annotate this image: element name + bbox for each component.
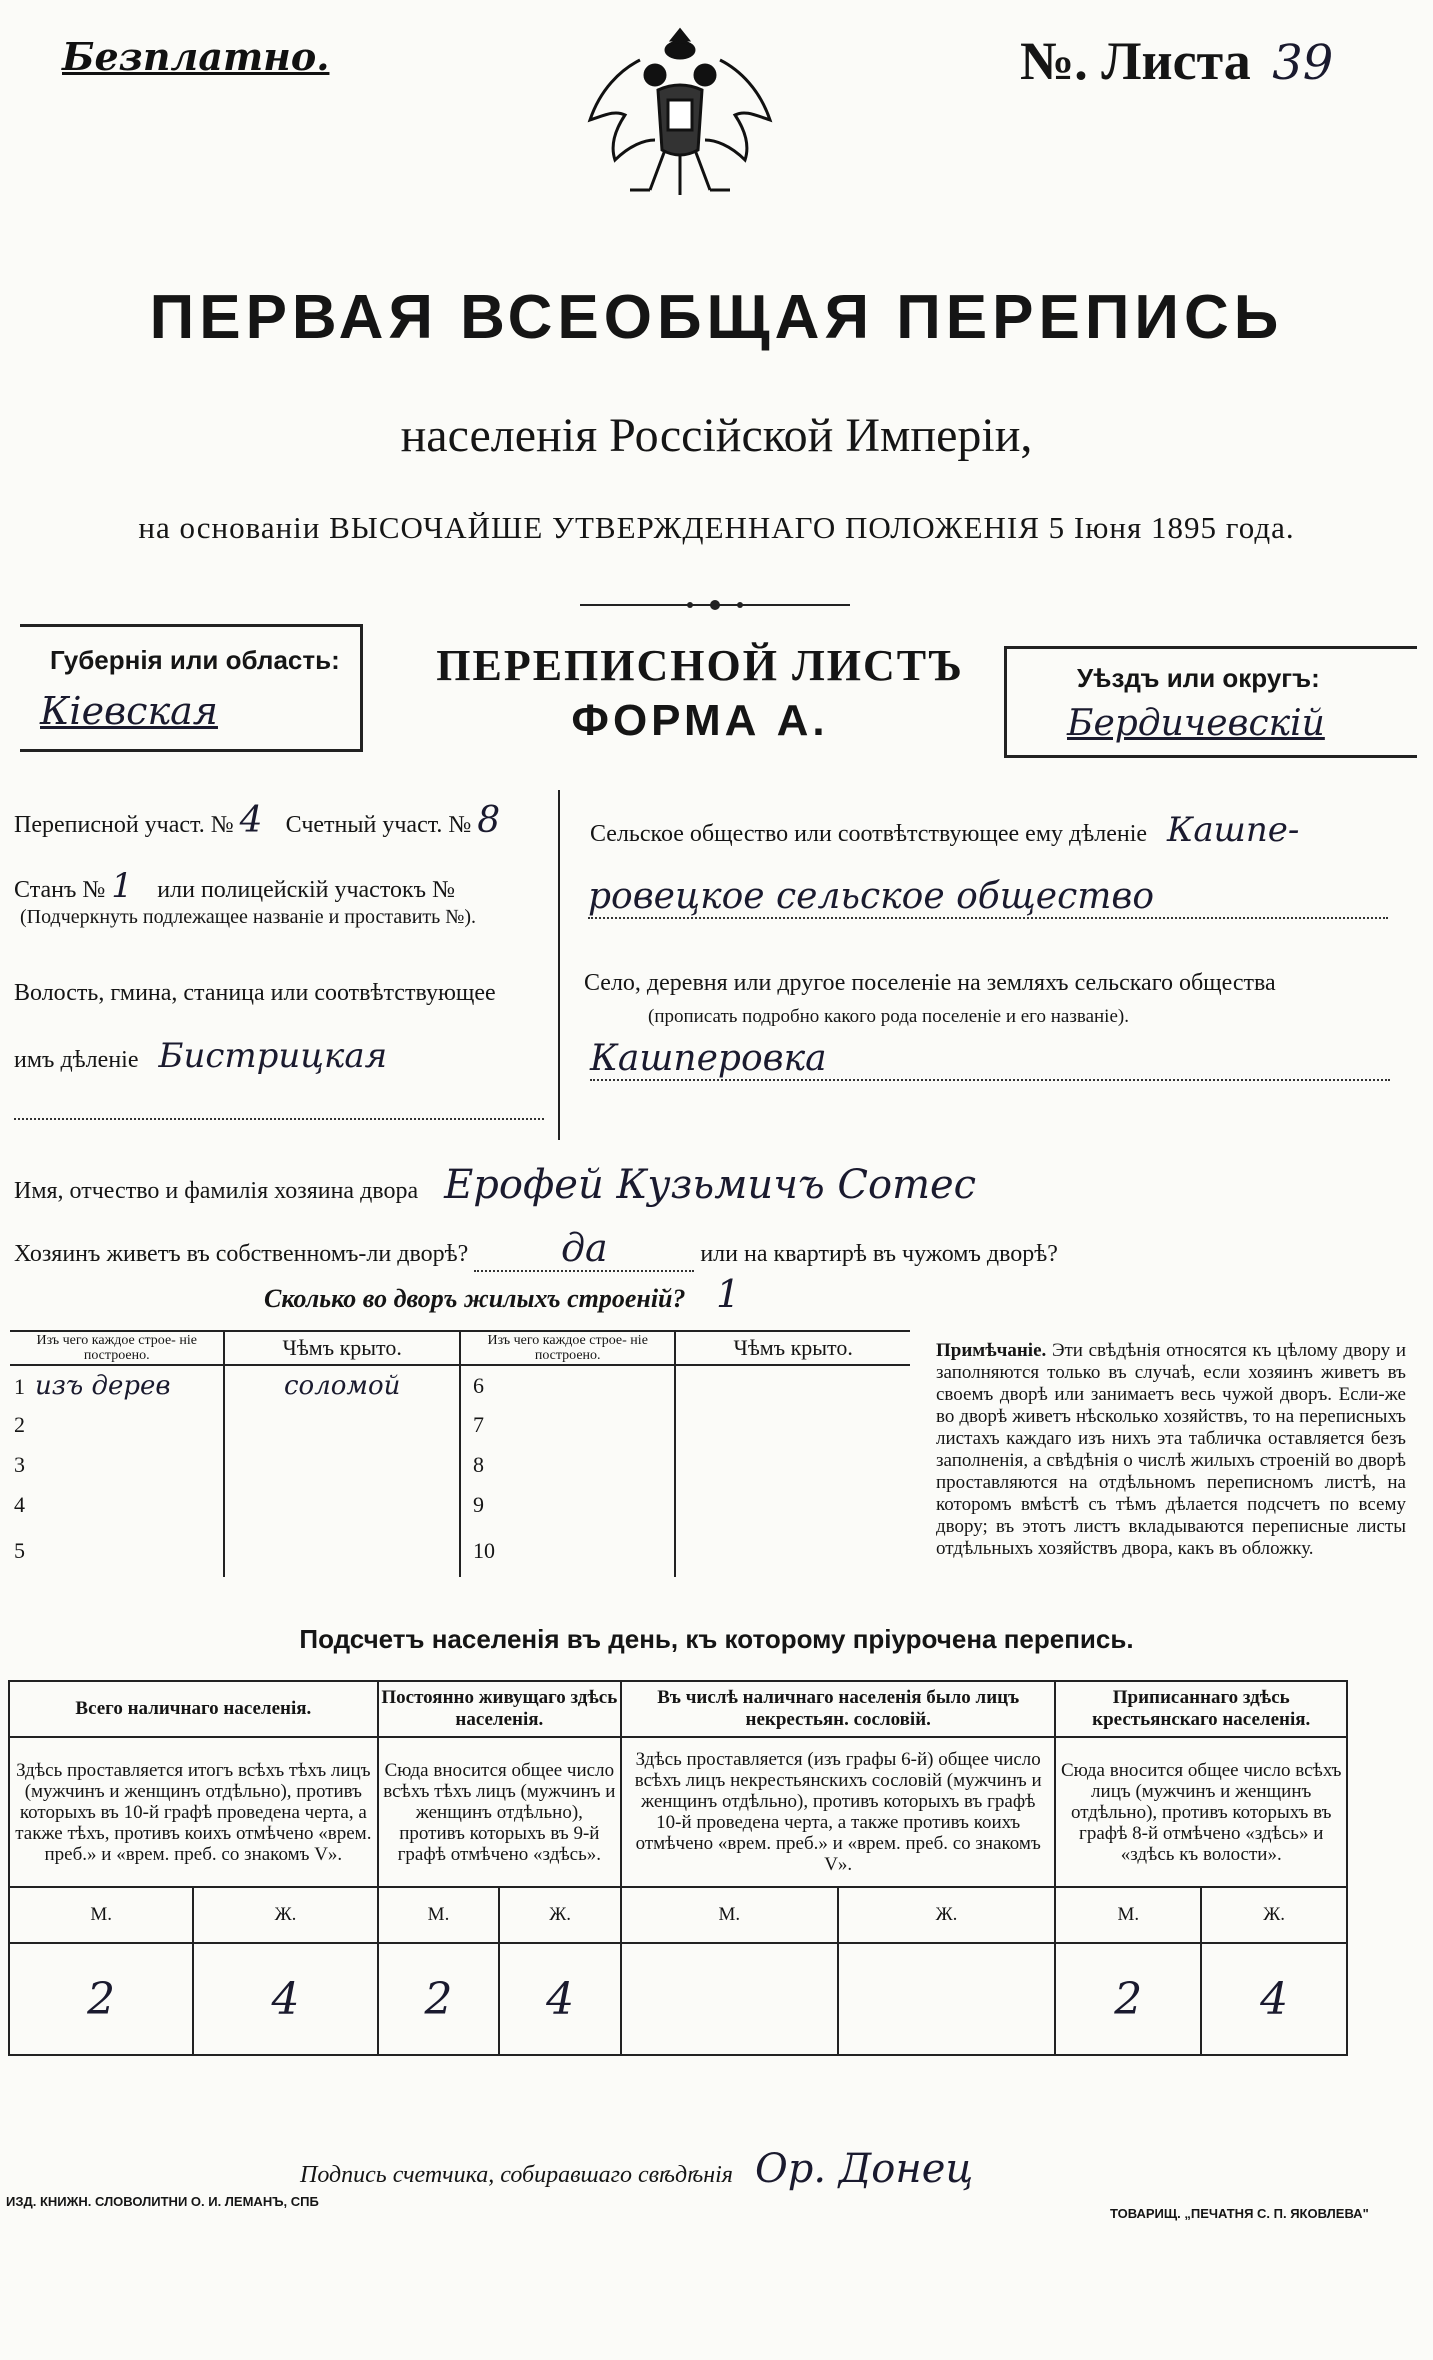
census-basis: на основаніи ВЫСОЧАЙШЕ УТВЕРЖДЕННАГО ПОЛОЖЕНІЯ 5 Іюня 1895 года.	[138, 510, 1295, 545]
row-number: 2	[14, 1412, 25, 1437]
count-value-m: 2	[378, 1943, 500, 2055]
census-district-line	[14, 800, 517, 841]
form-title: ПЕРЕПИСНОЙ ЛИСТЪ	[436, 641, 964, 690]
owner-label: Имя, отчество и фамилія хозяина двора	[14, 1178, 419, 1204]
province-label: Губернія или область:	[50, 645, 340, 675]
rural-label: Сельское общество или соотвѣтствующее ему дѣленіе	[590, 821, 1148, 847]
volost-value: Бистрицкая	[158, 1036, 388, 1076]
volost-underline	[14, 1118, 544, 1120]
table-row	[10, 1405, 910, 1445]
table-row	[10, 1365, 910, 1405]
count-col-desc-4: Сюда вносится общее число всѣхъ лицъ (мужчинъ и женщинъ отдѣльно), противъ которыхъ въ графѣ 8-й отмѣчено «здѣсь» и «здѣсь къ волости».	[1055, 1737, 1347, 1887]
m-label: М.	[621, 1887, 838, 1943]
row-number: 8	[460, 1445, 675, 1485]
m-label: М.	[9, 1887, 193, 1943]
row-number: 1	[14, 1373, 25, 1399]
ornament-divider	[580, 598, 850, 612]
count-district-value: 8	[477, 800, 501, 841]
own-yard-line	[14, 1226, 1058, 1272]
printer-left: ИЗД. КНИЖН. СЛОВОЛИТНИ О. И. ЛЕМАНЪ, СПБ	[6, 2194, 319, 2209]
census-district-value: 4	[239, 800, 263, 841]
rented-label: или на квартирѣ въ чужомъ дворѣ?	[700, 1241, 1058, 1267]
own-yard-label: Хозяинъ живетъ въ собственномъ-ли дворѣ?	[14, 1241, 469, 1267]
count-heading: Подсчетъ населенія въ день, къ которому пріурочена перепись.	[299, 1624, 1134, 1654]
village-value: Кашперовка	[590, 1038, 1390, 1081]
volost-label-2: имъ дѣленіе	[14, 1047, 139, 1073]
row-number: 3	[14, 1452, 25, 1477]
col-roof-header: Чѣмъ крыто.	[224, 1331, 460, 1365]
m-label: М.	[378, 1887, 500, 1943]
rural-value-2: ровецкое сельское общество	[588, 876, 1388, 919]
imperial-eagle-emblem	[580, 20, 780, 220]
note-heading: Примѣчаніе.	[936, 1340, 1047, 1361]
count-col-desc-3: Здѣсь проставляется (изъ графы 6-й) общее число всѣхъ лицъ некрестьянскихъ сословій (мужчинъ и женщинъ отдѣльно), противъ которыхъ въ графѣ 10-й проведена черта, а также противъ коихъ отмѣчено «врем. преб.» и «врем. преб. со знакомъ V».	[621, 1737, 1055, 1887]
own-yard-value: да	[474, 1226, 694, 1272]
owner-value: Ерофей Кузьмичъ Сотес	[444, 1162, 977, 1208]
count-col-title-3: Въ числѣ наличнаго населенія было лицъ некрестьян. сословій.	[621, 1681, 1055, 1737]
row-number: 6	[460, 1365, 675, 1405]
roof-cell: соломой	[224, 1365, 460, 1405]
buildings-table	[10, 1330, 910, 1577]
census-title: ПЕРВАЯ ВСЕОБЩАЯ ПЕРЕПИСЬ	[149, 283, 1284, 352]
sheet-number-value: 39	[1272, 35, 1334, 91]
owner-line	[14, 1162, 976, 1208]
village-note: (прописать подробно какого рода поселеніе и его названіе).	[648, 1006, 1129, 1027]
f-label: Ж.	[193, 1887, 377, 1943]
province-box	[20, 624, 363, 752]
m-label: М.	[1055, 1887, 1201, 1943]
signature-label: Подпись счетчика, собиравшаго свѣдѣнія	[300, 2162, 733, 2188]
stan-line	[14, 866, 455, 906]
census-district-label: Переписной участ. №	[14, 812, 234, 838]
count-value-m: 2	[9, 1943, 193, 2055]
sheet-number	[1020, 30, 1333, 92]
count-value-f: 4	[499, 1943, 621, 2055]
row-number: 4	[14, 1492, 25, 1517]
count-value-f: 4	[193, 1943, 377, 2055]
count-col-desc-1: Здѣсь проставляется итогъ всѣхъ тѣхъ лицъ (мужчинъ и женщинъ отдѣльно), противъ которыхъ въ 10-й графѣ проведена черта, а также тѣхъ, противъ коихъ отмѣчено «врем. преб.» и «врем. преб. со знакомъ V».	[9, 1737, 378, 1887]
count-value-m	[621, 1943, 838, 2055]
count-col-title-2: Постоянно живущаго здѣсь населенія.	[378, 1681, 621, 1737]
count-col-title-1: Всего наличнаго населенія.	[9, 1681, 378, 1737]
note-block	[936, 1340, 1406, 1560]
note-text: Эти свѣдѣнія относятся къ цѣлому двору и заполняются только въ случаѣ, если хозяинъ живетъ въ своемъ дворѣ или занимаетъ весь чужой дворъ. Если-же во дворѣ живетъ нѣсколько хозяйствъ, то на переписныхъ листахъ каждаго изъ нихъ эта табличка оставляется безъ заполненія, а свѣдѣнія о числѣ жилыхъ строеній во дворѣ проставляются на отдѣльномъ переписномъ листѣ, на которомъ вмѣстѣ съ тѣмъ дѣлается подсчетъ по всему двору; въ этотъ листъ вкладываются переписные листы отдѣльныхъ хозяйствъ двора, какъ въ обложку.	[936, 1340, 1407, 1559]
row-number: 7	[460, 1405, 675, 1445]
table-row	[10, 1525, 910, 1577]
volost-label-1: Волость, гмина, станица или соотвѣтствующее	[14, 980, 496, 1006]
col-material-header-2: Изъ чего каждое строе- ніе построено.	[460, 1331, 675, 1365]
count-value-m: 2	[1055, 1943, 1201, 2055]
buildings-line	[264, 1272, 740, 1316]
material-cell: изъ дерев	[35, 1370, 171, 1401]
locality-divider	[558, 790, 560, 1140]
stan-note: (Подчеркнуть подлежащее названіе и проставить №).	[20, 906, 476, 928]
buildings-label: Сколько во дворъ жилыхъ строеній?	[264, 1284, 686, 1313]
buildings-value: 1	[716, 1272, 741, 1316]
row-number: 5	[14, 1538, 25, 1563]
district-label: Уѣздъ или округъ:	[1077, 663, 1320, 693]
district-box	[1004, 646, 1417, 758]
volost-line	[14, 1036, 534, 1076]
sheet-number-label: №. Листа	[1020, 31, 1251, 91]
table-row	[10, 1485, 910, 1525]
table-row	[10, 1445, 910, 1485]
f-label: Ж.	[1201, 1887, 1347, 1943]
police-label: или полицейскій участокъ №	[157, 877, 455, 903]
free-label: Безплатно.	[62, 34, 330, 79]
count-value-f: 4	[1201, 1943, 1347, 2055]
count-table	[8, 1680, 1348, 2056]
row-number: 10	[460, 1525, 675, 1577]
village-label: Село, деревня или другое поселеніе на земляхъ сельскаго общества	[584, 970, 1276, 996]
stan-label: Станъ №	[14, 877, 106, 903]
form-subtitle: ФОРМА А.	[571, 696, 829, 745]
rural-line	[590, 810, 1299, 850]
signature-line	[300, 2146, 973, 2192]
signature-value: Ор. Донец	[754, 2146, 974, 2192]
census-subtitle: населенія Россійской Имперіи,	[400, 409, 1033, 462]
stan-value: 1	[111, 866, 133, 906]
count-value-f	[838, 1943, 1056, 2055]
district-value: Бердичевскій	[1067, 703, 1325, 744]
count-district-label: Счетный участ. №	[285, 812, 472, 838]
count-col-desc-2: Сюда вносится общее число всѣхъ тѣхъ лицъ (мужчинъ и женщинъ отдѣльно), противъ которыхъ въ 9-й графѣ отмѣчено «здѣсь».	[378, 1737, 621, 1887]
f-label: Ж.	[838, 1887, 1056, 1943]
col-material-header: Изъ чего каждое строе- ніе построено.	[10, 1331, 224, 1365]
count-col-title-4: Приписаннаго здѣсь крестьянскаго населенія.	[1055, 1681, 1347, 1737]
printer-right: ТОВАРИЩ. „ПЕЧАТНЯ С. П. ЯКОВЛЕВА"	[1110, 2206, 1369, 2221]
f-label: Ж.	[499, 1887, 621, 1943]
rural-value-1: Кашпе-	[1167, 810, 1300, 850]
province-value: Кіевская	[40, 689, 218, 733]
col-roof-header-2: Чѣмъ крыто.	[675, 1331, 910, 1365]
row-number: 9	[460, 1485, 675, 1525]
